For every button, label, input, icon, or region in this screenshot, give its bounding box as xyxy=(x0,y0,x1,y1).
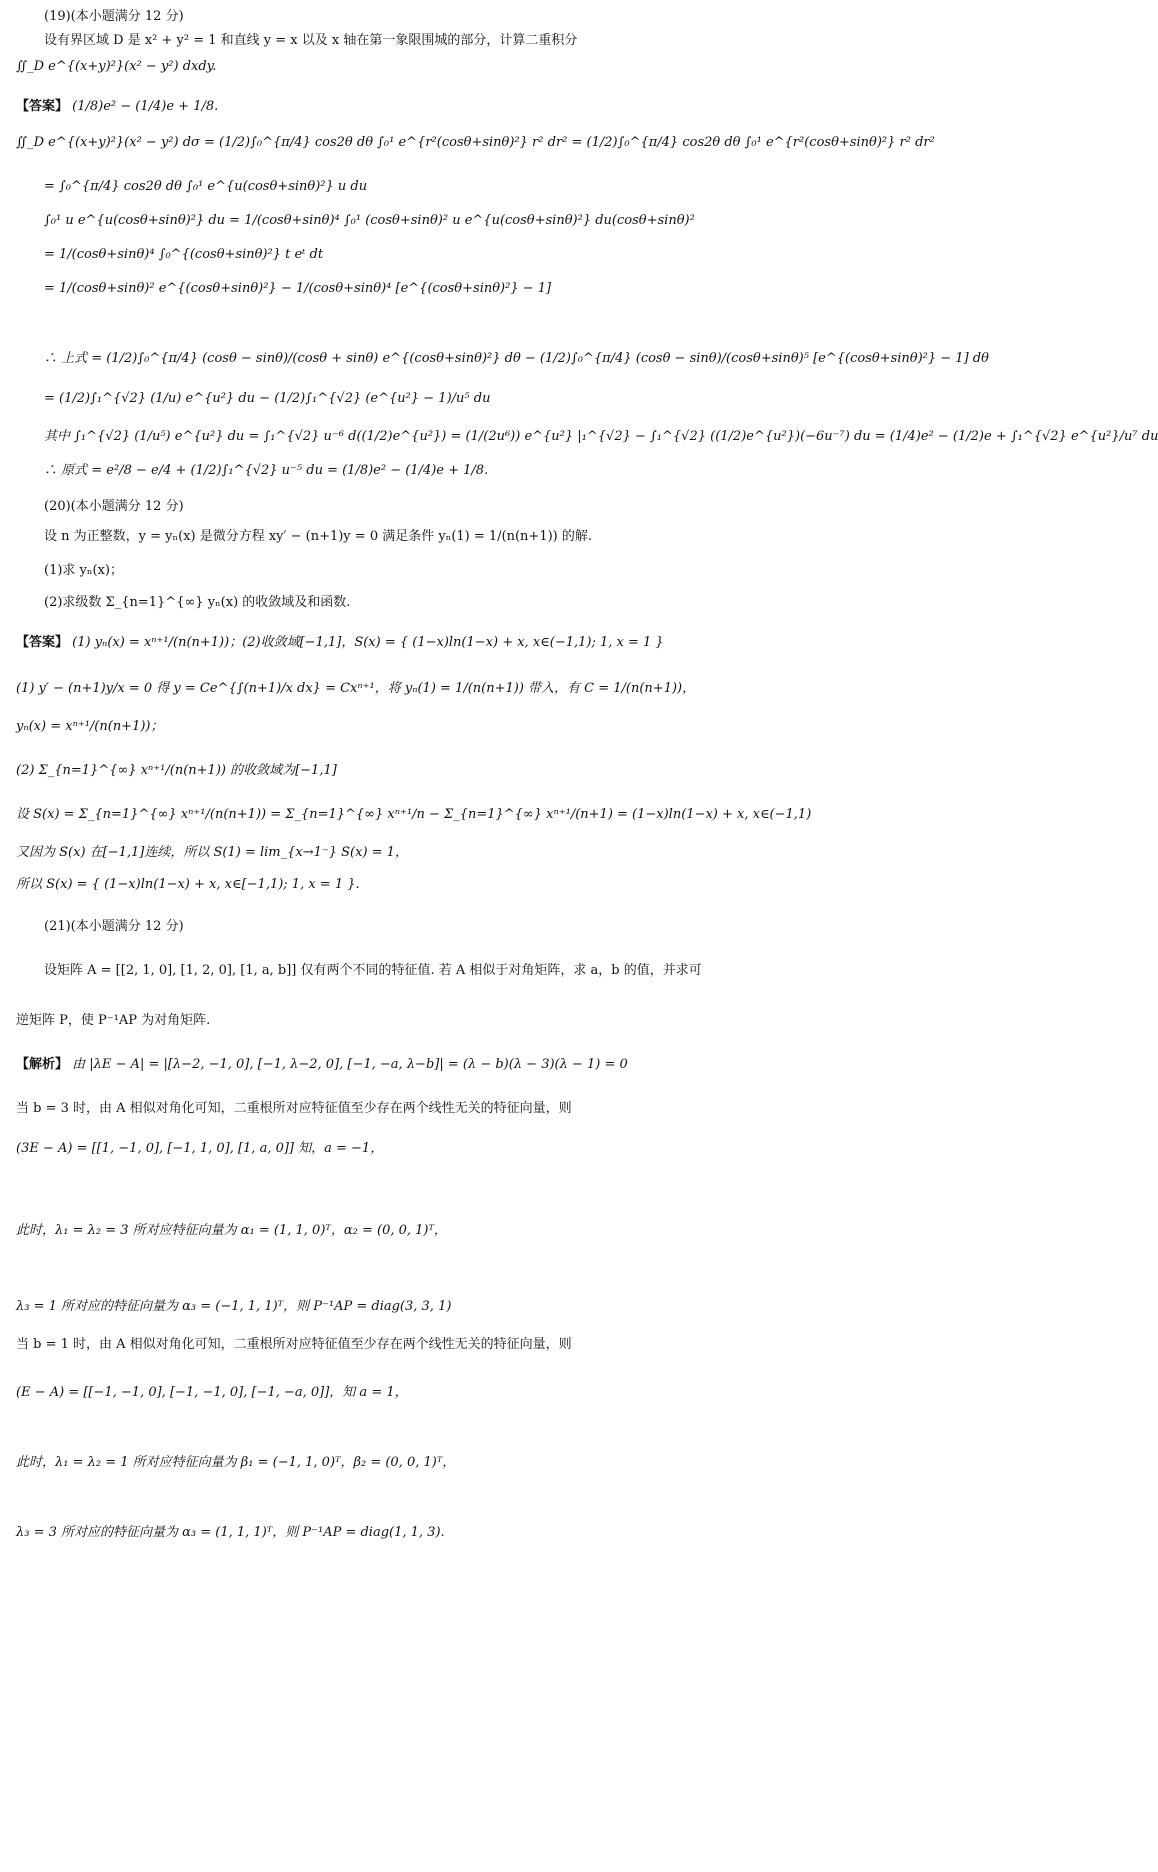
q21-step-6: 当 b = 1 时，由 A 相似对角化可知，二重根所对应特征值至少存在两个线性无关的特征向量，则 xyxy=(16,1337,572,1352)
q19-answer xyxy=(16,98,731,116)
q19-step-4: = 1/(cosθ+sinθ)⁴ ∫₀^{(cosθ+sinθ)²} t eᵗ dt xyxy=(44,247,324,262)
q21-problem: 设矩阵 A = [[2, 1, 0], [1, 2, 0], [1, a, b]] 仅有两个不同的特征值. 若 A 相似于对角矩阵，求 a，b 的值，并求可 xyxy=(44,963,702,978)
q21-header: (21)(本小题满分 12 分) xyxy=(44,919,184,934)
q20-part-1: (1)求 yₙ(x)； xyxy=(44,563,123,578)
q20-step-3: (2) Σ_{n=1}^{∞} xⁿ⁺¹/(n(n+1)) 的收敛域为[−1,1] xyxy=(16,763,337,778)
q21-step-3: (3E − A) = [[1, −1, 0], [−1, 1, 0], [1, a, 0]] 知，a = −1， xyxy=(16,1141,384,1156)
answer-value: (1/8)e² − (1/4)e + 1/8. xyxy=(72,99,219,114)
q20-step-6: 所以 S(x) = { (1−x)ln(1−x) + x, x∈[−1,1); 1, x = 1 }. xyxy=(16,877,360,892)
q19-step-7: = (1/2)∫₁^{√2} (1/u) e^{u²} du − (1/2)∫₁^{√2} (e^{u²} − 1)/u⁵ du xyxy=(44,391,491,406)
q20-step-4: 设 S(x) = Σ_{n=1}^{∞} xⁿ⁺¹/(n(n+1)) = Σ_{n=1}^{∞} xⁿ⁺¹/n − Σ_{n=1}^{∞} xⁿ⁺¹/(n+1) = (1−x)ln(1−x) + x, x∈(−1,1) xyxy=(16,807,812,822)
answer-label: 【答案】 xyxy=(16,635,69,650)
answer-label: 【答案】 xyxy=(16,99,69,114)
q21-step-8: 此时，λ₁ = λ₂ = 1 所对应特征向量为 β₁ = (−1, 1, 0)ᵀ，β₂ = (0, 0, 1)ᵀ， xyxy=(16,1455,456,1470)
q21-problem-cont: 逆矩阵 P，使 P⁻¹AP 为对角矩阵. xyxy=(16,1013,211,1028)
q20-answer xyxy=(16,634,731,652)
q19-step-5: = 1/(cosθ+sinθ)² e^{(cosθ+sinθ)²} − 1/(cosθ+sinθ)⁴ [e^{(cosθ+sinθ)²} − 1] xyxy=(44,281,552,296)
q20-header: (20)(本小题满分 12 分) xyxy=(44,499,184,514)
q21-solution xyxy=(16,1056,731,1074)
q19-header: (19)(本小题满分 12 分) xyxy=(44,9,184,24)
solution-label: 【解析】 xyxy=(16,1057,69,1072)
q19-problem: 设有界区域 D 是 x² + y² = 1 和直线 y = x 以及 x 轴在第一象限围城的部分，计算二重积分 xyxy=(44,33,578,48)
q21-step-2: 当 b = 3 时，由 A 相似对角化可知，二重根所对应特征值至少存在两个线性无关的特征向量，则 xyxy=(16,1101,572,1116)
q21-step-9: λ₃ = 3 所对应的特征向量为 α₃ = (1, 1, 1)ᵀ，则 P⁻¹AP = diag(1, 1, 3). xyxy=(16,1525,445,1540)
q19-step-1: ∬_D e^{(x+y)²}(x² − y²) dσ = (1/2)∫₀^{π/4} cos2θ dθ ∫₀¹ e^{r²(cosθ+sinθ)²} r² dr² = (1/2)∫₀^{π/4} cos2θ dθ ∫₀¹ e^{r²(cosθ+sinθ)²} r² dr² xyxy=(16,135,935,150)
q20-part-2: (2)求级数 Σ_{n=1}^{∞} yₙ(x) 的收敛域及和函数. xyxy=(44,595,351,610)
q20-problem: 设 n 为正整数，y = yₙ(x) 是微分方程 xy′ − (n+1)y = 0 满足条件 yₙ(1) = 1/(n(n+1)) 的解. xyxy=(44,529,592,544)
q20-step-1: (1) y′ − (n+1)y/x = 0 得 y = Ce^{∫(n+1)/x dx} = Cxⁿ⁺¹，将 yₙ(1) = 1/(n(n+1)) 带入，有 C = 1/(n(n+1))， xyxy=(16,681,696,696)
q19-step-9: ∴ 原式 = e²/8 − e/4 + (1/2)∫₁^{√2} u⁻⁵ du = (1/8)e² − (1/4)e + 1/8. xyxy=(44,463,489,478)
answer-value: (1) yₙ(x) = xⁿ⁺¹/(n(n+1))；(2)收敛域[−1,1]，S(x) = { (1−x)ln(1−x) + x, x∈(−1,1); 1, x = 1 } xyxy=(72,635,664,650)
q21-step-7: (E − A) = [[−1, −1, 0], [−1, −1, 0], [−1, −a, 0]]，知 a = 1， xyxy=(16,1385,408,1400)
q20-step-5: 又因为 S(x) 在[−1,1]连续，所以 S(1) = lim_{x→1⁻} S(x) = 1， xyxy=(16,845,408,860)
q20-step-2: yₙ(x) = xⁿ⁺¹/(n(n+1))； xyxy=(16,719,164,734)
q21-step-4: 此时，λ₁ = λ₂ = 3 所对应特征向量为 α₁ = (1, 1, 0)ᵀ，α₂ = (0, 0, 1)ᵀ， xyxy=(16,1223,447,1238)
q19-step-3: ∫₀¹ u e^{u(cosθ+sinθ)²} du = 1/(cosθ+sinθ)⁴ ∫₀¹ (cosθ+sinθ)² u e^{u(cosθ+sinθ)²} du(cosθ+sinθ)² xyxy=(44,213,695,228)
q19-step-6: ∴ 上式 = (1/2)∫₀^{π/4} (cosθ − sinθ)/(cosθ + sinθ) e^{(cosθ+sinθ)²} dθ − (1/2)∫₀^{π/4} (cosθ − sinθ)/(cosθ+sinθ)⁵ [e^{(cosθ+sinθ)²} − 1] dθ xyxy=(44,351,989,366)
q19-step-8: 其中 ∫₁^{√2} (1/u⁵) e^{u²} du = ∫₁^{√2} u⁻⁶ d((1/2)e^{u²}) = (1/(2u⁶)) e^{u²} |₁^{√2} − ∫₁^{√2} ((1/2)e^{u²})(−6u⁻⁷) du = (1/4)e² − (1/2)e + ∫₁^{√2} e^{u²}/u⁷ du xyxy=(44,429,1158,444)
solution-step-1: 由 |λE − A| = |[λ−2, −1, 0], [−1, λ−2, 0], [−1, −a, λ−b]| = (λ − b)(λ − 3)(λ − 1) = 0 xyxy=(72,1057,628,1072)
q19-step-2: = ∫₀^{π/4} cos2θ dθ ∫₀¹ e^{u(cosθ+sinθ)²} u du xyxy=(44,179,368,194)
q19-integral: ∬_D e^{(x+y)²}(x² − y²) dxdy. xyxy=(16,59,217,74)
q21-step-5: λ₃ = 1 所对应的特征向量为 α₃ = (−1, 1, 1)ᵀ，则 P⁻¹AP = diag(3, 3, 1) xyxy=(16,1299,452,1314)
